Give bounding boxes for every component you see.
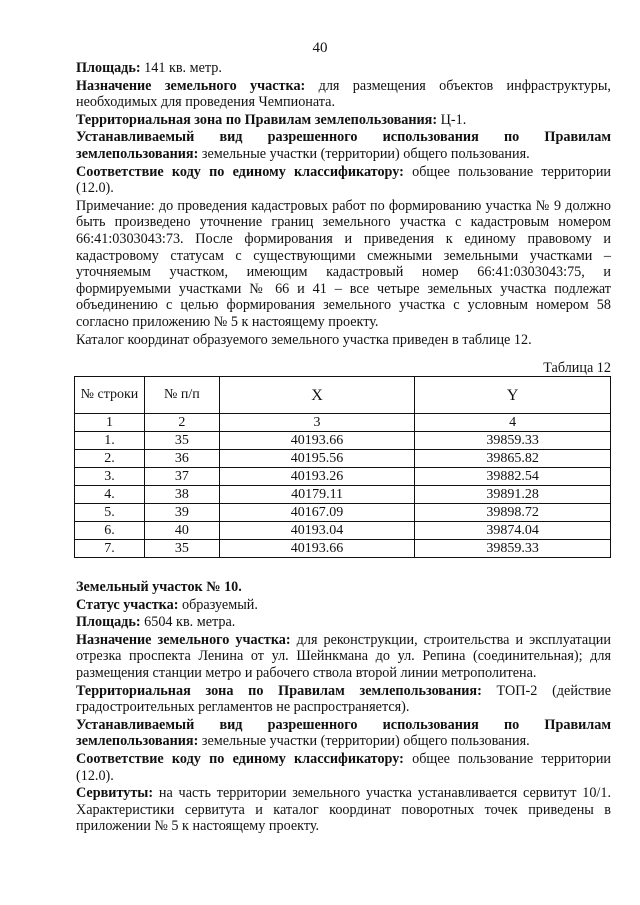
header-y: Y	[415, 377, 611, 414]
header-x: X	[219, 377, 415, 414]
classifier-label: Соответствие коду по единому классификатору:	[76, 751, 404, 768]
zone-value: Ц-1.	[437, 111, 467, 128]
area-value: 141 кв. метр.	[140, 60, 222, 76]
plot10-status	[76, 597, 611, 614]
plot9-zone	[76, 112, 611, 129]
table-index-row	[75, 414, 611, 432]
cell-point-number: 35	[144, 432, 219, 450]
cell-y: 39882.54	[415, 468, 611, 486]
servitude-value: на часть территории земельного участка устанавливается сервитут 10/1. Характеристики сервитута и каталог координат поворотных точек приведены в приложении № 5 к настоящему проекту.	[76, 785, 611, 835]
coordinates-table	[74, 376, 611, 558]
cell-y: 39859.33	[415, 432, 611, 450]
document-body	[76, 60, 611, 836]
plot10-area	[76, 614, 611, 631]
cell-y: 39898.72	[415, 504, 611, 522]
status-value: образуемый.	[178, 596, 258, 613]
cell-x: 40193.04	[219, 522, 415, 540]
cell-x: 40167.09	[219, 504, 415, 522]
cell-y: 39891.28	[415, 486, 611, 504]
cell-row-number: 6.	[75, 522, 145, 540]
purpose-value: для реконструкции, строительства и эксплуатации отрезка проспекта Ленина от ул. Шейнкмана до ул. Репина (соединительная); для размещения станции метро и рабочего ствола второй линии метрополитена.	[76, 631, 611, 682]
cell-point-number: 40	[144, 522, 219, 540]
plot10-zone	[76, 683, 611, 716]
plot9-area	[76, 60, 611, 77]
index-cell: 4	[415, 414, 611, 432]
header-point-number: № п/п	[144, 377, 219, 414]
plot10-title-text: Земельный участок № 10.	[76, 579, 242, 596]
plot10-classifier	[76, 751, 611, 784]
plot9-catalog: Каталог координат образуемого земельного участка приведен в таблице 12.	[76, 331, 532, 348]
plot9-purpose	[76, 78, 611, 111]
table-row	[75, 468, 611, 486]
plot10-use	[76, 717, 611, 750]
plot9-classifier	[76, 164, 611, 197]
cell-row-number: 2.	[75, 450, 145, 468]
plot9-note: Примечание: до проведения кадастровых работ по формированию участка № 9 должно быть произведено уточнение границ земельного участка с кадастровым номером 66:41:0303043:73. После формирования и приведения к единому правовому и кадастровому статусам с существующими смежными земельными участками – уточняемым участком, имеющим кадастровый номер 66:41:0303043:75, и формируемыми участками № 66 и 41 – все четыре земельных участка подлежат объединению с целью формирования земельного участка с условным номером 58 согласно приложению № 5 к настоящему проекту.	[76, 197, 611, 330]
cell-x: 40195.56	[219, 450, 415, 468]
cell-row-number: 4.	[75, 486, 145, 504]
area-label: Площадь:	[76, 60, 141, 76]
index-cell: 1	[75, 414, 145, 432]
zone-value: ТОП-2 (действие градостроительных регламентов не распространяется).	[76, 682, 611, 716]
plot10-servitude	[76, 785, 611, 835]
plot10-title	[76, 579, 611, 596]
classifier-value: общее пользование территории (12.0).	[76, 163, 612, 197]
cell-row-number: 1.	[75, 432, 145, 450]
table-row	[75, 486, 611, 504]
use-label: Устанавливаемый вид разрешенного использования по Правилам землепользования:	[76, 129, 611, 162]
index-cell: 3	[219, 414, 415, 432]
header-row-number: № строки	[75, 377, 145, 414]
zone-label: Территориальная зона по Правилам землепользования:	[76, 682, 482, 699]
index-cell: 2	[144, 414, 219, 432]
cell-point-number: 38	[144, 486, 219, 504]
cell-row-number: 3.	[75, 468, 145, 486]
servitude-label: Сервитуты:	[76, 785, 154, 802]
cell-x: 40193.26	[219, 468, 415, 486]
table-row	[75, 540, 611, 558]
use-value: земельные участки (территории) общего пользования.	[198, 145, 530, 162]
section-spacer	[76, 558, 611, 579]
area-value: 6504 кв. метра.	[140, 614, 236, 631]
cell-point-number: 37	[144, 468, 219, 486]
purpose-value: для размещения объектов инфраструктуры, необходимых для проведения Чемпионата.	[76, 77, 611, 111]
cell-y: 39874.04	[415, 522, 611, 540]
use-label: Устанавливаемый вид разрешенного использования по Правилам землепользования:	[76, 716, 611, 750]
use-value: земельные участки (территории) общего пользования.	[198, 733, 530, 750]
status-label: Статус участка:	[76, 596, 179, 613]
table-row	[75, 450, 611, 468]
cell-y: 39859.33	[415, 540, 611, 558]
cell-x: 40193.66	[219, 432, 415, 450]
cell-point-number: 36	[144, 450, 219, 468]
classifier-value: общее пользование территории (12.0).	[76, 751, 612, 784]
cell-y: 39865.82	[415, 450, 611, 468]
table-caption: Таблица 12	[543, 360, 611, 377]
table-row	[75, 504, 611, 522]
table-row	[75, 432, 611, 450]
cell-x: 40179.11	[219, 486, 415, 504]
classifier-label: Соответствие коду по единому классификатору:	[76, 163, 404, 180]
plot9-use	[76, 129, 611, 162]
purpose-label: Назначение земельного участка:	[76, 631, 291, 648]
cell-point-number: 39	[144, 504, 219, 522]
cell-x: 40193.66	[219, 540, 415, 558]
table-row	[75, 522, 611, 540]
plot10-purpose	[76, 632, 611, 682]
page-number: 40	[312, 40, 328, 56]
purpose-label: Назначение земельного участка:	[76, 77, 306, 94]
area-label: Площадь:	[76, 614, 141, 631]
cell-point-number: 35	[144, 540, 219, 558]
cell-row-number: 5.	[75, 504, 145, 522]
cell-row-number: 7.	[75, 540, 145, 558]
zone-label: Территориальная зона по Правилам землепользования:	[76, 111, 438, 128]
table-header-row	[75, 377, 611, 414]
